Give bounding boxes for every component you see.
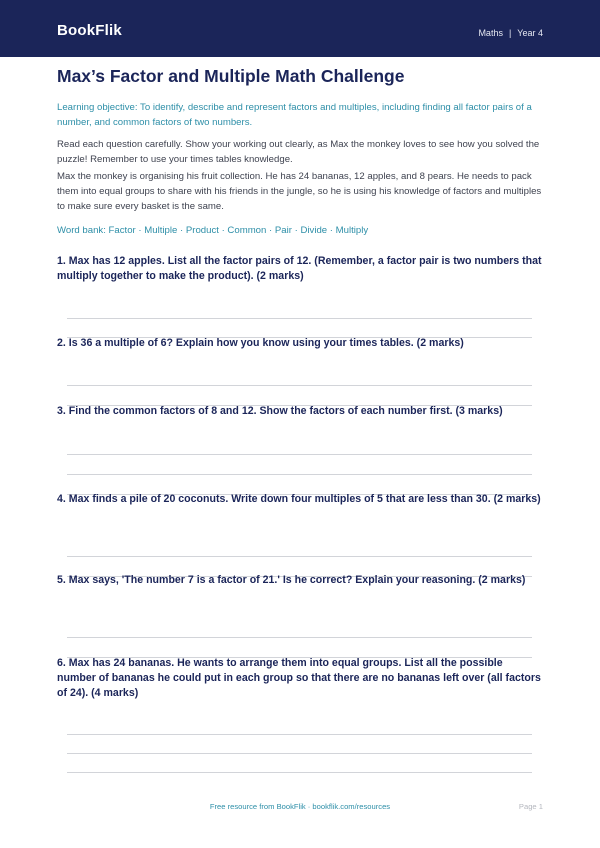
- page-number: Page 1: [518, 802, 543, 811]
- question-5: 5. Max says, 'The number 7 is a factor of 21.' Is he correct? Explain your reasoning. (2 marks): [57, 574, 526, 586]
- footer-link[interactable]: Free resource from BookFlik · bookflik.com/resources: [209, 802, 391, 811]
- header-separator: |: [508, 28, 512, 38]
- answer-line[interactable]: [67, 385, 532, 386]
- question-4: 4. Max finds a pile of 20 coconuts. Write down four multiples of 5 that are less than 30. (2 marks): [57, 493, 541, 505]
- instructions: Read each question carefully. Show your working out clearly, as Max the monkey loves to see how you solved the puzzle! Remember to use your times tables knowledge.: [57, 139, 540, 165]
- answer-line[interactable]: [67, 734, 532, 735]
- answer-line[interactable]: [67, 454, 532, 455]
- learning-objective: Learning objective: To identify, describe and represent factors and multiples, including finding all factor pairs of a number, and common factors of two numbers.: [57, 102, 532, 128]
- answer-line[interactable]: [67, 637, 532, 638]
- year-label: Year 4: [517, 28, 543, 38]
- question-6: 6. Max has 24 bananas. He wants to arrange them into equal groups. List all the possible number of bananas he could put in each group so that there are no bananas left over (all factors of 24). (4 marks): [57, 657, 541, 699]
- page-title: Max’s Factor and Multiple Math Challenge: [57, 66, 405, 86]
- subject-label: Maths: [478, 28, 503, 38]
- answer-line[interactable]: [67, 474, 532, 475]
- story-intro: Max the monkey is organising his fruit collection. He has 24 bananas, 12 apples, and 8 pears. He needs to pack them into equal groups to share with his friends in the jungle, so he is using his knowledge of factors and multiples to make sure every basket is the same.: [57, 171, 542, 212]
- question-3: 3. Find the common factors of 8 and 12. Show the factors of each number first. (3 marks): [57, 405, 503, 417]
- answer-line[interactable]: [67, 772, 532, 773]
- page-footer: [0, 802, 600, 814]
- brand-logo: BookFlik: [57, 22, 122, 39]
- header-meta: [478, 28, 543, 38]
- page-header: [0, 0, 600, 57]
- question-2: 2. Is 36 a multiple of 6? Explain how you know using your times tables. (2 marks): [57, 337, 464, 349]
- answer-line[interactable]: [67, 556, 532, 557]
- question-1: 1. Max has 12 apples. List all the factor pairs of 12. (Remember, a factor pair is two numbers that multiply together to make the product). (2 marks): [57, 255, 542, 282]
- word-bank: Word bank: Factor · Multiple · Product · Common · Pair · Divide · Multiply: [57, 225, 369, 236]
- answer-line[interactable]: [67, 753, 532, 754]
- answer-line[interactable]: [67, 318, 532, 319]
